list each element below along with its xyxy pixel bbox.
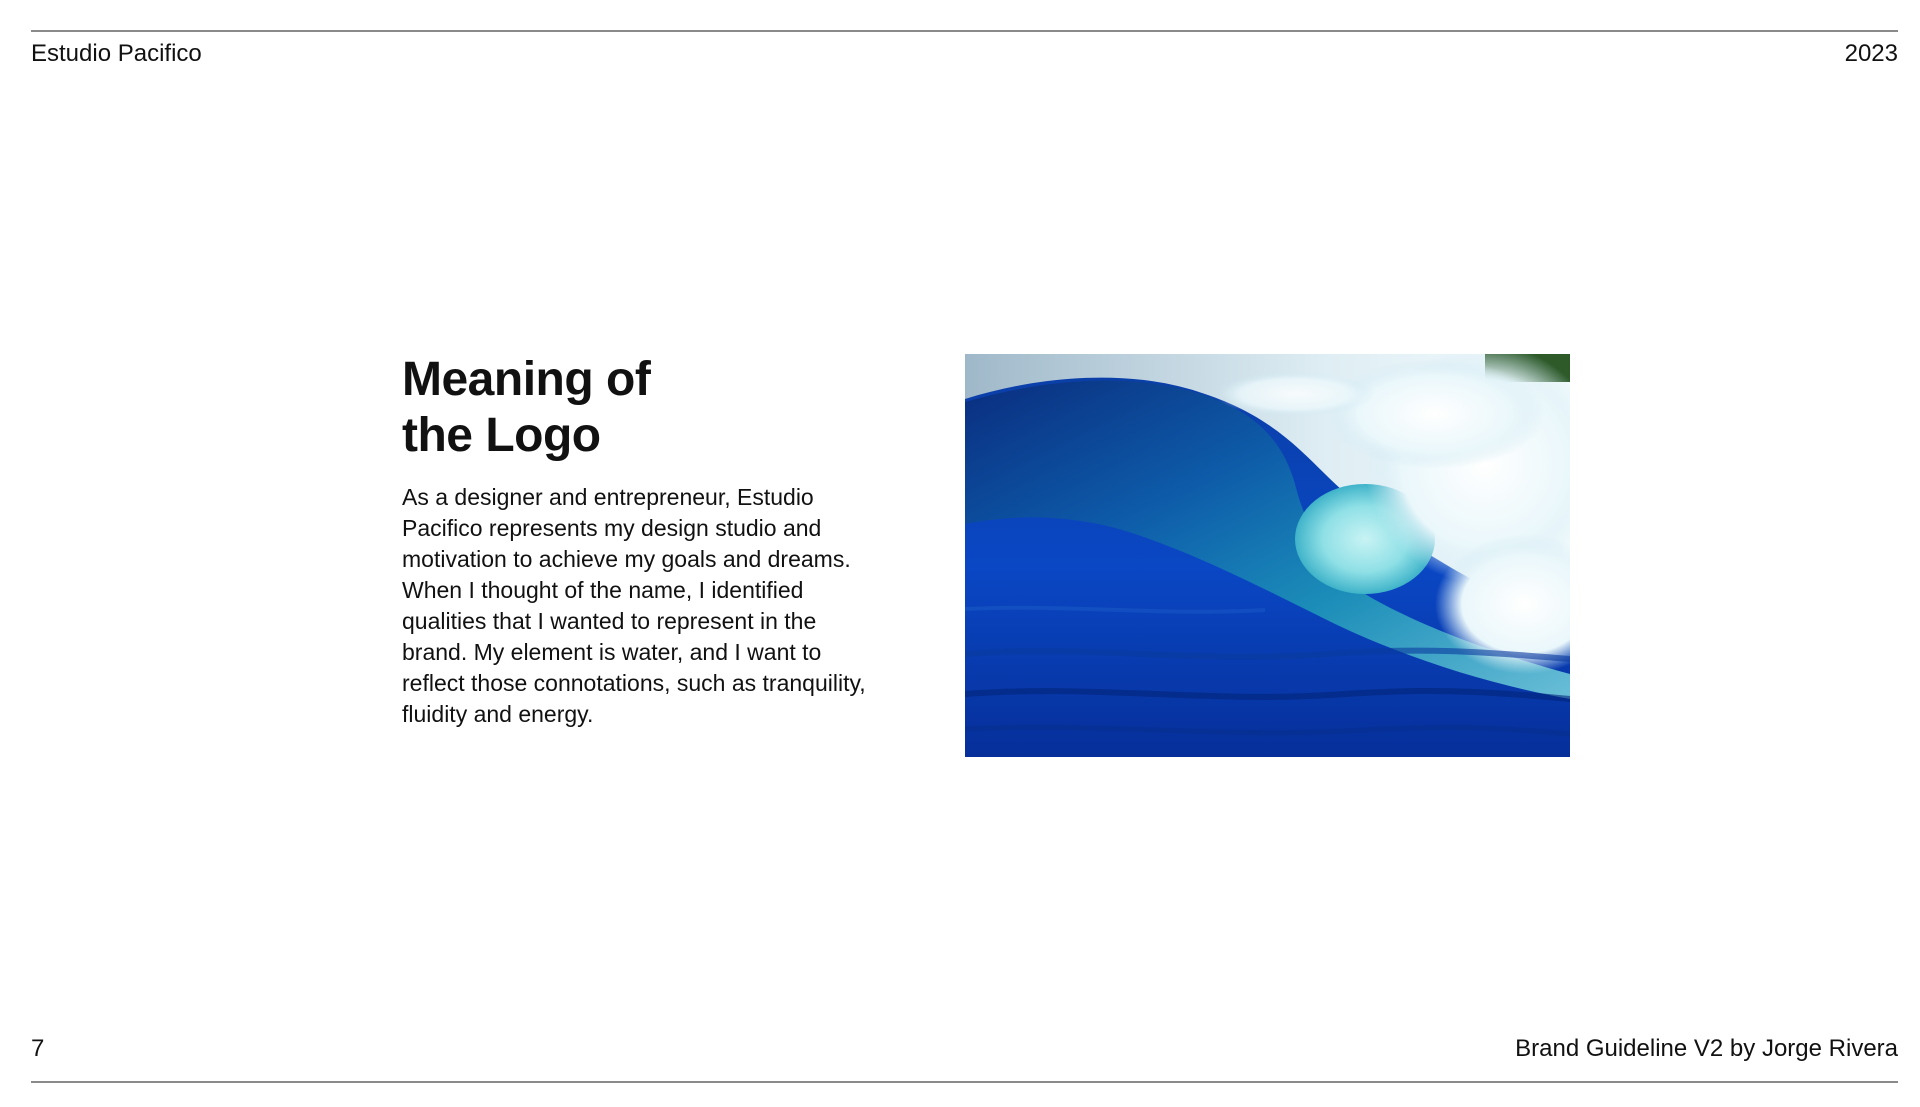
top-divider [31, 30, 1898, 32]
footer-credit: Brand Guideline V2 by Jorge Rivera [1515, 1035, 1898, 1062]
page-title-line-2: the Logo [402, 409, 601, 462]
page-number: 7 [31, 1035, 45, 1062]
ocean-wave-illustration [965, 354, 1570, 757]
bottom-divider [31, 1081, 1898, 1083]
text-column [402, 352, 882, 730]
year-label: 2023 [1844, 40, 1898, 67]
brand-name: Estudio Pacifico [31, 40, 202, 67]
page-title-line-1: Meaning of [402, 353, 651, 406]
body-paragraph: As a designer and entrepreneur, Estudio Pacifico represents my design studio and motivation to achieve my goals and dreams. When I thought of the name, I identified qualities that I wanted to represent in the brand. My element is water, and I want to reflect those connotations, such as tranquility, fluidity and energy. [402, 484, 866, 727]
wave-image [965, 354, 1570, 757]
page-title [402, 352, 882, 464]
